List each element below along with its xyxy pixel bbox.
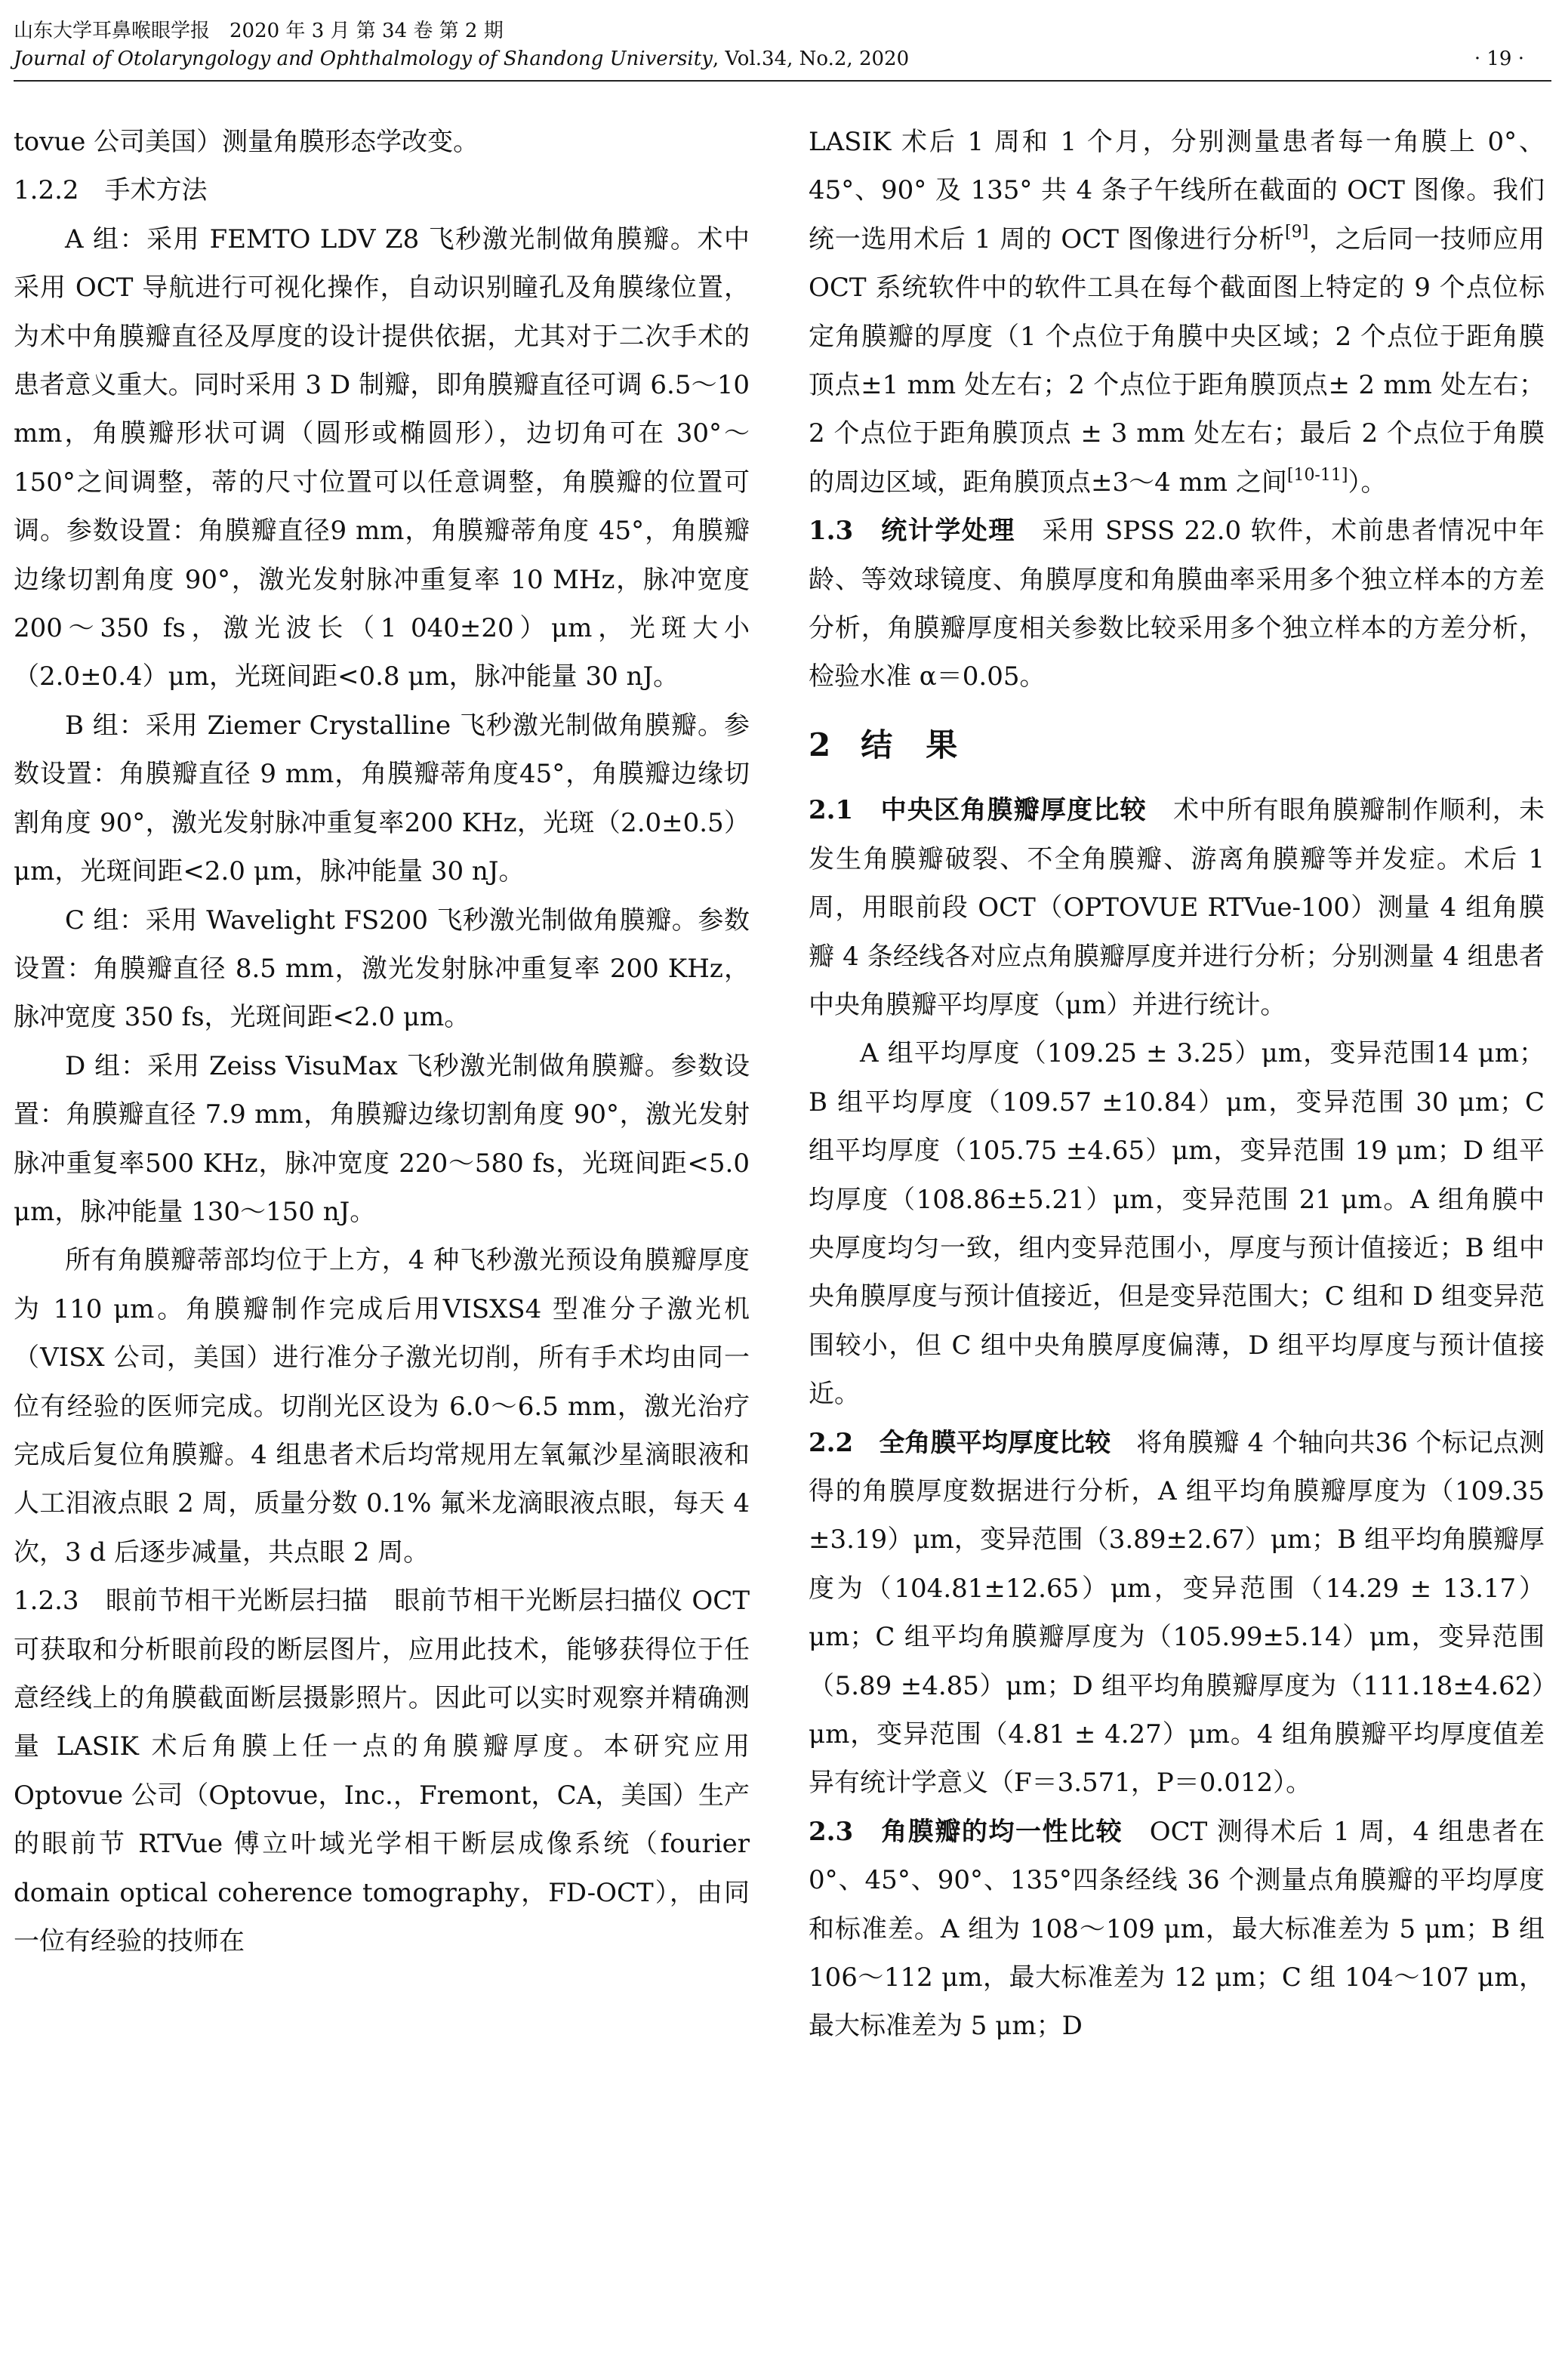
heading-2-1: 2.1 中央区角膜瓣厚度比较 (809, 795, 1147, 826)
paragraph-2-3-body: OCT 测得术后 1 周，4 组患者在 0°、45°、90°、135°四条经线 36 个测量点角膜瓣的平均厚度和标准差。A 组为 108～109 μm，最大标准差为 5 μm；B 组 106～112 μm，最大标准差为 12 μm；C 组 104～107 μm，最大标准差为 5 μm；D (809, 1816, 1545, 2042)
paragraph-1-2-3 (14, 1577, 750, 1965)
heading-1-3: 1.3 统计学处理 (809, 516, 1015, 547)
paragraph-2-1-body: 术中所有眼角膜瓣制作顺利，未发生角膜瓣破裂、不全角膜瓣、游离角膜瓣等并发症。术后 1 周，用眼前段 OCT（OPTOVUE RTVue-100）测量 4 组角膜瓣 4 条经线各对应点角膜瓣厚度并进行分析；分别测量 4 组患者中央角膜瓣平均厚度（μm）并进行统计。 (809, 795, 1545, 1020)
journal-title-en (14, 48, 909, 70)
paragraph-group-c: C 组：采用 Wavelight FS200 飞秒激光制做角膜瓣。参数设置：角膜瓣直径 8.5 mm，激光发射脉冲重复率 200 KHz，脉冲宽度 350 fs，光斑间距<2.0 μm。 (14, 905, 750, 1033)
journal-title-cn: 山东大学耳鼻喉眼学报 2020 年 3 月 第 34 卷 第 2 期 (14, 20, 504, 42)
heading-1-2-2: 1.2.2 手术方法 (14, 175, 208, 206)
paragraph-2-2 (809, 1419, 1545, 1808)
paragraph-optovue-continued: tovue 公司美国）测量角膜形态学改变。 (14, 127, 479, 157)
citation-10-11: [10-11] (1286, 465, 1348, 485)
paragraph-2-3 (809, 1808, 1545, 2051)
citation-9: [9] (1285, 222, 1309, 242)
section-heading-results (809, 721, 1545, 769)
paragraph-2-2-body: 将角膜瓣 4 个轴向共36 个标记点测得的角膜厚度数据进行分析，A 组平均角膜瓣厚度为（109.35 ±3.19）μm，变异范围（3.89±2.67）μm；B 组平均角膜瓣厚度为（104.81±12.65）μm，变异范围（14.29 ± 13.17）μm；C 组平均角膜瓣厚度为（105.99±5.14）μm，变异范围（5.89 ±4.85）μm；D 组平均角膜瓣厚度为（111.18±4.62）μm，变异范围（4.81 ± 4.27）μm。4 组角膜瓣平均厚度值差异有统计学意义（F＝3.571，P＝0.012）。 (809, 1427, 1545, 1799)
journal-name-en: Journal of Otolaryngology and Ophthalmology of Shandong University (14, 48, 713, 70)
volume-info: , Vol.34, No.2, 2020 (712, 48, 910, 70)
heading-1-2-3: 1.2.3 眼前节相干光断层扫描 (14, 1586, 368, 1617)
paragraph-oct-body: 眼前节相干光断层扫描仪 OCT 可获取和分析眼前段的断层图片，应用此技术，能够获得位于任意经线上的角膜截面断层摄影照片。因此可以实时观察并精确测量 LASIK 术后角膜上任一点的角膜瓣厚度。本研究应用 Optovue 公司（Optovue，Inc.，Fremont，CA，美国）生产的眼前节 RTVue 傅立叶域光学相干断层成像系统（fourier domain optical coherence tomography，FD-OCT），由同一位有经验的技师在 (14, 1586, 750, 1957)
text-segment: ，之后同一技师应用 OCT 系统软件中的软件工具在每个截面图上特定的 9 个点位标定角膜瓣的厚度（1 个点位于角膜中央区域；2 个点位于距角膜顶点±1 mm 处左右；2 个点位于距角膜顶点± 2 mm 处左右；2 个点位于距角膜顶点 ± 3 mm 处左右；最后 2 个点位于角膜的周边区域，距角膜顶点±3～4 mm 之间 (809, 224, 1545, 498)
page-number: · 19 · (1474, 48, 1524, 70)
text-segment: LASIK 术后 1 周和 1 个月，分别测量患者每一角膜上 0°、45°、90° 及 135° 共 4 条子午线所在截面的 OCT 图像。我们统一选用术后 1 周的 OCT 图像进行分析 (809, 127, 1545, 254)
heading-2-2: 2.2 全角膜平均厚度比较 (809, 1427, 1111, 1458)
left-column (14, 118, 750, 1965)
section-number: 2 (809, 726, 831, 763)
paragraph-all-flaps: 所有角膜瓣蒂部均位于上方，4 种飞秒激光预设角膜瓣厚度为 110 μm。角膜瓣制作完成后用VISXS4 型准分子激光机（VISX 公司，美国）进行准分子激光切削，所有手术均由同一位有经验的医师完成。切削光区设为 6.0～6.5 mm，激光治疗完成后复位角膜瓣。4 组患者术后均常规用左氧氟沙星滴眼液和人工泪液点眼 2 周，质量分数 0.1% 氟米龙滴眼液点眼，每天 4 次，3 d 后逐步减量，共点眼 2 周。 (14, 1245, 750, 1568)
paragraph-group-b: B 组：采用 Ziemer Crystalline 飞秒激光制做角膜瓣。参数设置：角膜瓣直径 9 mm，角膜瓣蒂角度45°，角膜瓣边缘切割角度 90°，激光发射脉冲重复率200 KHz，光斑（2.0±0.5）μm，光斑间距<2.0 μm，脉冲能量 30 nJ。 (14, 710, 750, 887)
running-header (14, 6, 1551, 82)
text-segment: ）。 (1348, 467, 1387, 498)
right-column (809, 118, 1545, 2051)
paragraph-central-thickness: A 组平均厚度（109.25 ± 3.25）μm，变异范围14 μm；B 组平均厚度（109.57 ±10.84）μm，变异范围 30 μm；C 组平均厚度（105.75 ±4.65）μm，变异范围 19 μm；D 组平均厚度（108.86±5.21）μm，变异范围 21 μm。A 组角膜中央厚度均匀一致，组内变异范围小，厚度与预计值接近；B 组中央角膜厚度与预计值接近，但是变异范围大；C 组和 D 组变异范围较小，但 C 组中央角膜厚度偏薄，D 组平均厚度与预计值接近。 (809, 1038, 1545, 1410)
paragraph-lasik-continued (809, 118, 1545, 507)
paragraph-2-1 (809, 786, 1545, 1029)
paragraph-group-d: D 组：采用 Zeiss VisuMax 飞秒激光制做角膜瓣。参数设置：角膜瓣直径 7.9 mm，角膜瓣边缘切割角度 90°，激光发射脉冲重复率500 KHz，脉冲宽度 220～580 fs，光斑间距<5.0 μm，脉冲能量 130～150 nJ。 (14, 1050, 750, 1227)
paragraph-stats-body: 采用 SPSS 22.0 软件，术前患者情况中年龄、等效球镜度、角膜厚度和角膜曲率采用多个独立样本的方差分析，角膜瓣厚度相关参数比较采用多个独立样本的方差分析，检验水准 α＝0.05。 (809, 516, 1545, 692)
section-title-char-2: 果 (926, 726, 958, 763)
section-title-char-1: 结 (861, 726, 893, 763)
heading-2-3: 2.3 角膜瓣的均一性比较 (809, 1816, 1123, 1847)
header-divider (14, 80, 1551, 82)
paragraph-1-3 (809, 507, 1545, 701)
paragraph-group-a: A 组：采用 FEMTO LDV Z8 飞秒激光制做角膜瓣。术中采用 OCT 导航进行可视化操作，自动识别瞳孔及角膜缘位置，为术中角膜瓣直径及厚度的设计提供依据，尤其对于二次手术的患者意义重大。同时采用 3 D 制瓣，即角膜瓣直径可调 6.5～10 mm，角膜瓣形状可调（圆形或椭圆形），边切角可在 30°～150°之间调整，蒂的尺寸位置可以任意调整，角膜瓣的位置可调。参数设置：角膜瓣直径9 mm，角膜瓣蒂角度 45°，角膜瓣边缘切割角度 90°，激光发射脉冲重复率 10 MHz，脉冲宽度 200～350 fs，激光波长（1 040±20）μm，光斑大小（2.0±0.4）μm，光斑间距<0.8 μm，脉冲能量 30 nJ。 (14, 224, 750, 692)
